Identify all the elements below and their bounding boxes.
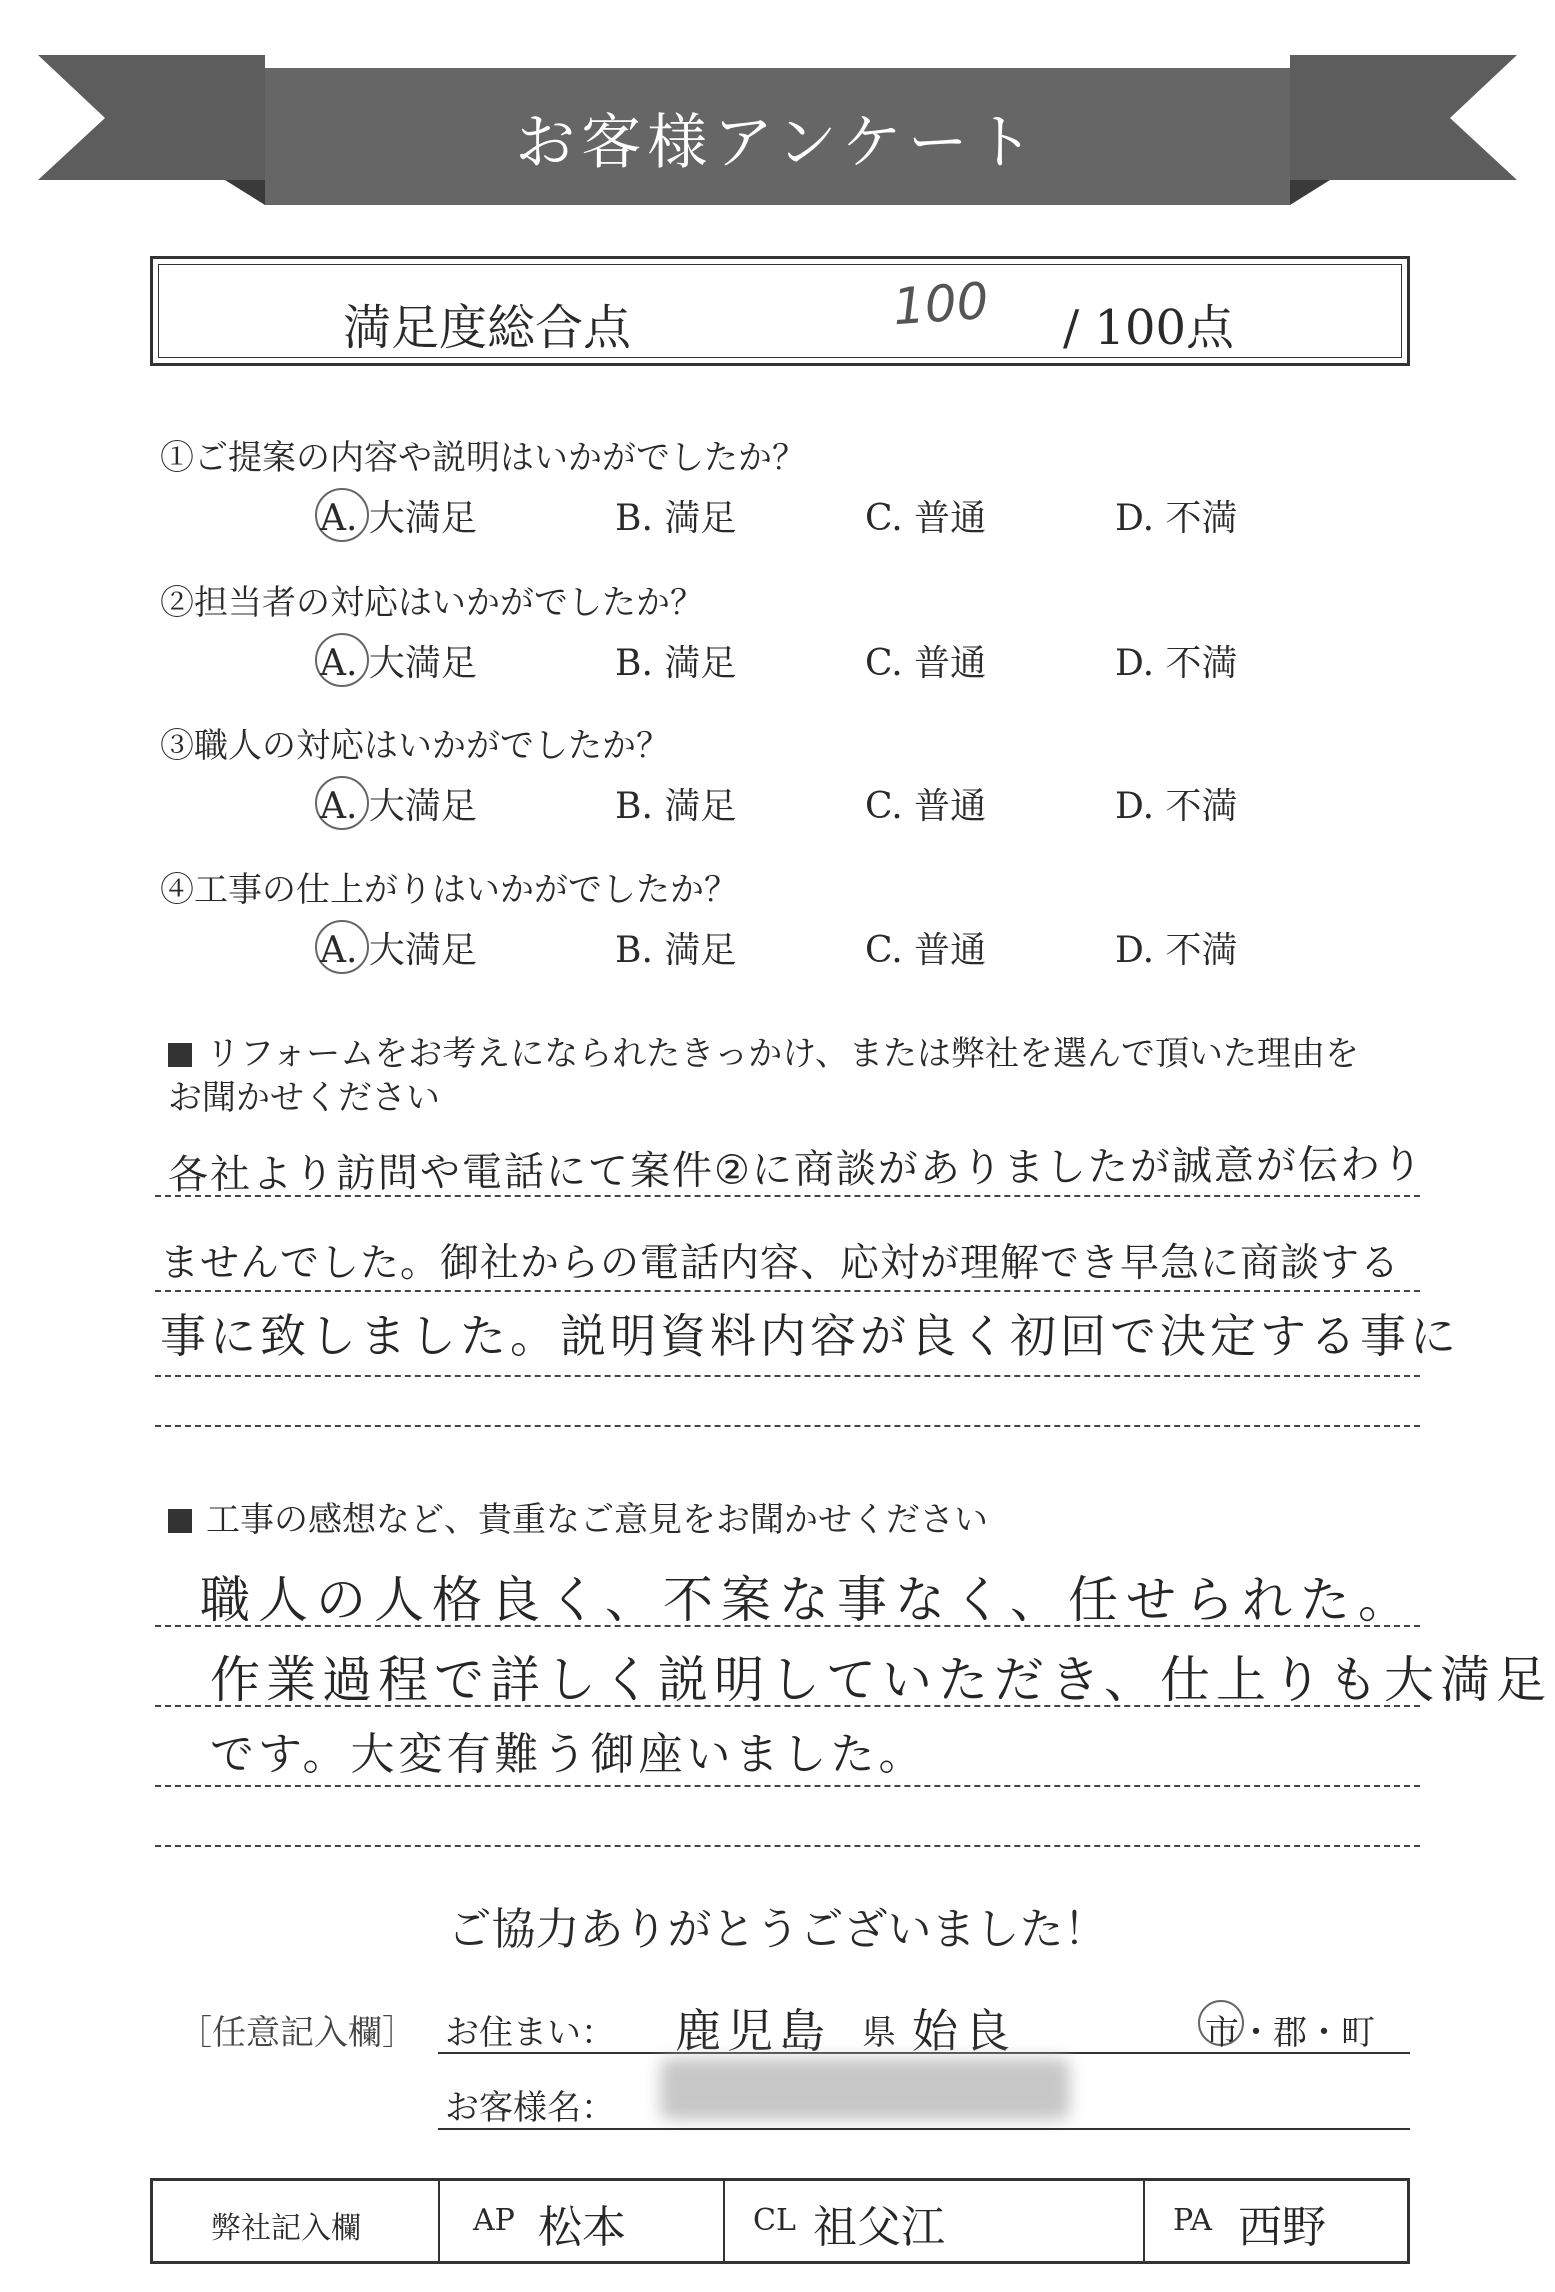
survey-title: お客様アンケート — [515, 108, 1040, 178]
office-box — [150, 2178, 1410, 2264]
q1-option-d[interactable]: D. 不満 — [1115, 498, 1238, 539]
q2-option-b[interactable]: B. 満足 — [615, 643, 737, 684]
customer-name-redacted — [660, 2058, 1070, 2120]
impression-line-1: 職人の人格良く、不案な事なく、任せられた。 — [200, 1571, 1416, 1629]
q1-option-c[interactable]: C. 普通 — [865, 498, 987, 539]
q1-option-b[interactable]: B. 満足 — [615, 498, 737, 539]
impression-heading: 工事の感想など、貴重なご意見をお聞かせください — [168, 1498, 988, 1542]
ap-label: AP — [473, 2203, 515, 2238]
score-handwritten: 100 — [891, 271, 991, 337]
square-bullet-icon — [168, 1509, 192, 1533]
thanks-message: ご協力ありがとうございました！ — [447, 1904, 1108, 1955]
customer-name-label: お客様名： — [445, 2088, 615, 2128]
city-handwritten[interactable]: 始良 — [912, 2004, 1016, 2058]
address-label: お住まい： — [445, 2013, 615, 2053]
writing-line — [155, 1375, 1420, 1377]
reason-line-1: 各社より訪問や電話にて案件②に商談がありましたが誠意が伝わり — [167, 1141, 1425, 1199]
writing-line — [155, 1625, 1420, 1627]
q2-option-a[interactable]: A. 大満足 — [320, 643, 477, 684]
question-3: ③職人の対応はいかがでしたか？ — [160, 726, 670, 766]
writing-line — [155, 1425, 1420, 1427]
score-box — [150, 256, 1410, 366]
question-4: ④工事の仕上がりはいかがでしたか？ — [160, 870, 738, 910]
reason-line-2: ませんでした。御社からの電話内容、応対が理解でき早急に商談する — [160, 1241, 1401, 1286]
writing-line — [155, 1845, 1420, 1847]
q2-option-c[interactable]: C. 普通 — [865, 643, 987, 684]
writing-line — [155, 1785, 1420, 1787]
q3-option-d[interactable]: D. 不満 — [1115, 786, 1238, 827]
reason-line-3: 事に致しました。説明資料内容が良く初回で決定する事に — [160, 1309, 1460, 1363]
city-type: 市・郡・町 — [1205, 2013, 1375, 2053]
q1-option-a[interactable]: A. 大満足 — [320, 498, 477, 539]
name-underline — [438, 2128, 1410, 2130]
office-label: 弊社記入欄 — [211, 2211, 361, 2246]
q3-option-c[interactable]: C. 普通 — [865, 786, 987, 827]
question-1: ①ご提案の内容や説明はいかがでしたか？ — [160, 438, 806, 478]
impression-line-2: 作業過程で詳しく説明していただき、仕上りも大満足 — [210, 1651, 1552, 1709]
cl-value[interactable]: 祖父江 — [813, 2202, 945, 2253]
pa-value[interactable]: 西野 — [1238, 2202, 1326, 2253]
q4-option-a[interactable]: A. 大満足 — [320, 930, 477, 971]
impression-line-3: です。大変有難う御座いました。 — [210, 1729, 927, 1780]
score-total: / 100点 — [1063, 300, 1235, 356]
q2-option-d[interactable]: D. 不満 — [1115, 643, 1238, 684]
optional-label: ［任意記入欄］ — [178, 2013, 416, 2053]
score-label: 満足度総合点 — [343, 300, 632, 356]
writing-line — [155, 1195, 1420, 1197]
q3-option-a[interactable]: A. 大満足 — [320, 786, 477, 827]
prefecture-handwritten[interactable]: 鹿児島 — [675, 2004, 831, 2058]
reason-heading: リフォームをお考えになられたきっかけ、または弊社を選んで頂いた理由を お聞かせください — [168, 1034, 1359, 1118]
prefecture-suffix: 県 — [862, 2013, 896, 2053]
q4-option-b[interactable]: B. 満足 — [615, 930, 737, 971]
q4-option-d[interactable]: D. 不満 — [1115, 930, 1238, 971]
square-bullet-icon — [168, 1043, 192, 1067]
q4-option-c[interactable]: C. 普通 — [865, 930, 987, 971]
cl-label: CL — [753, 2203, 796, 2238]
ap-value[interactable]: 松本 — [538, 2202, 626, 2253]
writing-line — [155, 1290, 1420, 1292]
question-2: ②担当者の対応はいかがでしたか？ — [160, 583, 704, 623]
writing-line — [155, 1705, 1420, 1707]
address-underline — [438, 2052, 1410, 2054]
q3-option-b[interactable]: B. 満足 — [615, 786, 737, 827]
pa-label: PA — [1173, 2203, 1213, 2238]
